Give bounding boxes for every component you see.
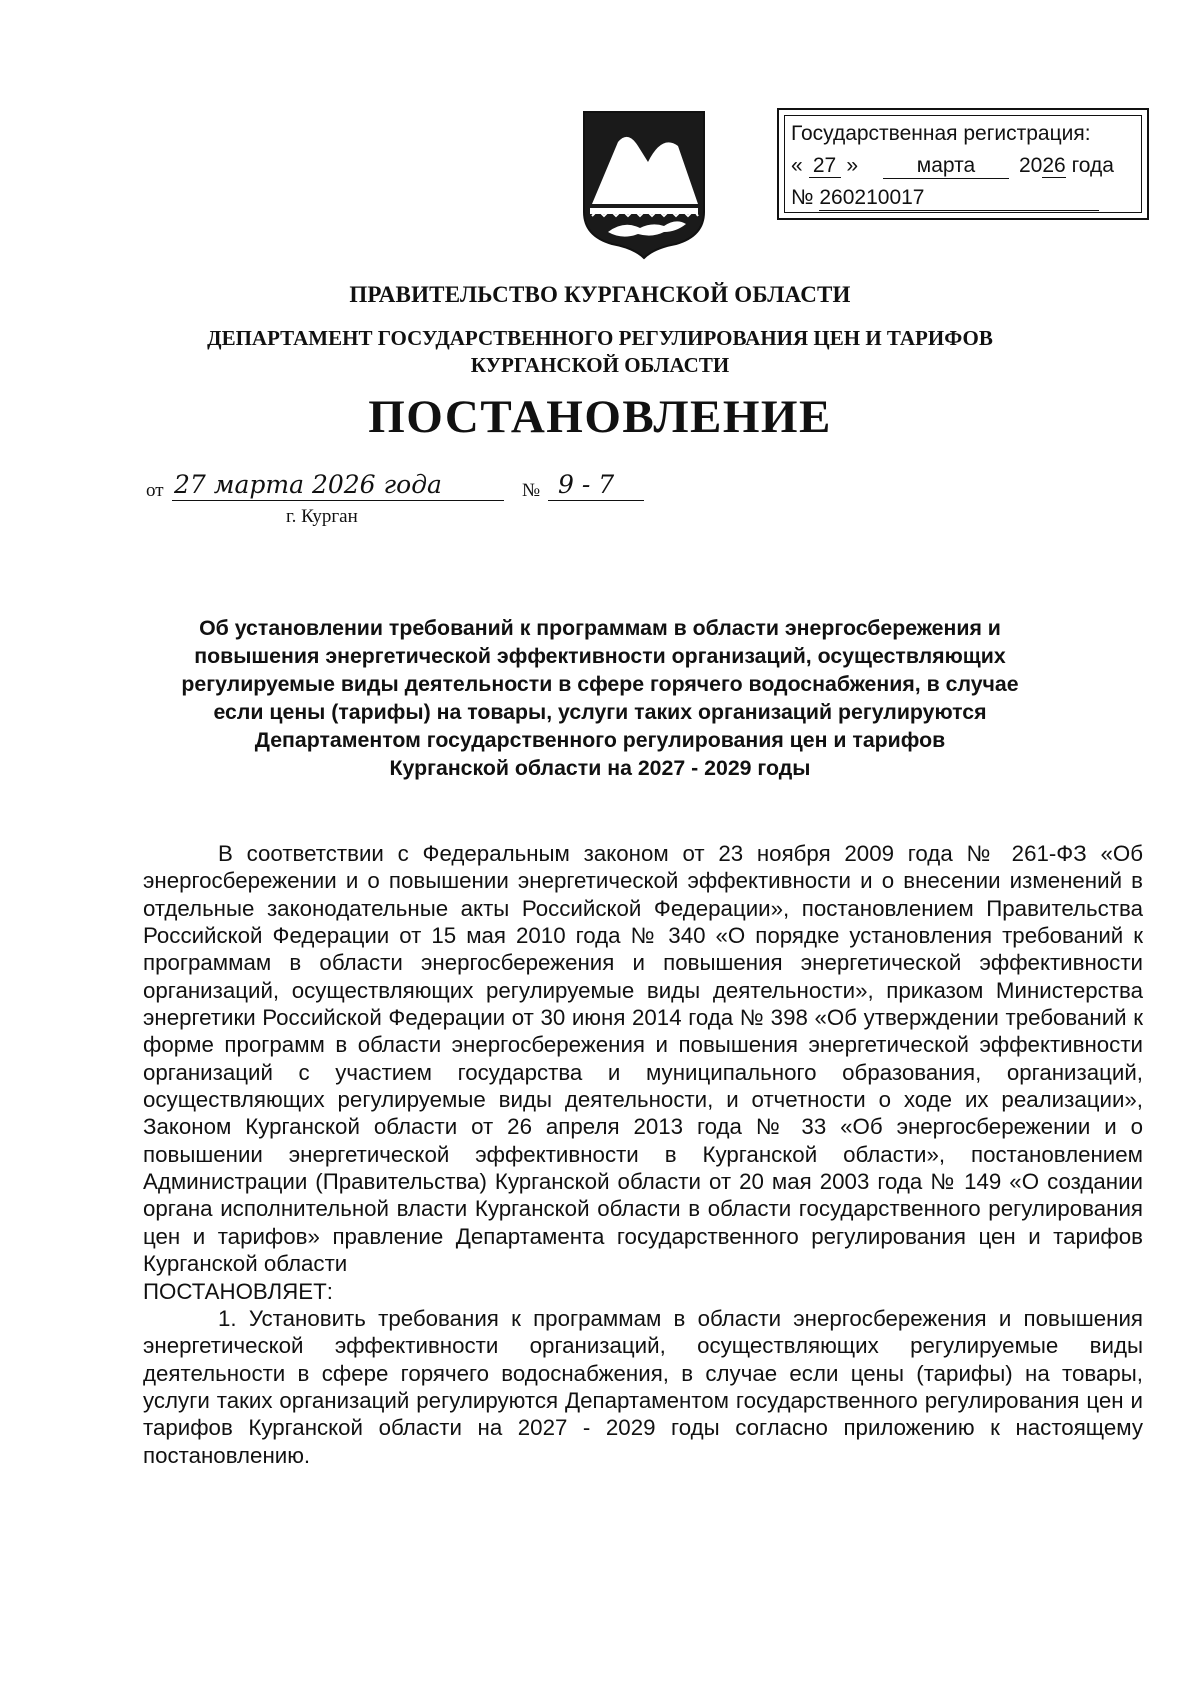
decree-word: ПОСТАНОВЛЯЕТ:	[143, 1278, 333, 1304]
date-from-label: от	[146, 480, 164, 501]
registration-number	[791, 186, 1099, 211]
registration-number-value: 260210017	[819, 186, 1099, 211]
registration-number-label: №	[791, 186, 814, 209]
department-line-1: ДЕПАРТАМЕНТ ГОСУДАРСТВЕННОГО РЕГУЛИРОВАНИЯ ЦЕН И ТАРИФОВ	[207, 326, 993, 350]
coat-of-arms-emblem	[578, 108, 710, 260]
registration-year	[1019, 154, 1114, 178]
subject-line: Департаментом государственного регулирования цен и тарифов	[254, 728, 946, 752]
registration-day-close: »	[846, 154, 859, 177]
document-body	[143, 840, 1143, 1469]
registration-heading: Государственная регистрация:	[791, 122, 1091, 145]
date-number-line	[146, 470, 646, 536]
registration-stamp	[777, 108, 1149, 220]
registration-month: марта	[883, 154, 1009, 179]
handwritten-date: 27 марта 2026 года	[172, 470, 504, 501]
handwritten-number: 9 - 7	[548, 470, 644, 501]
subject-line: если цены (тарифы) на товары, услуги таких организаций регулируются	[213, 700, 987, 724]
government-heading: ПРАВИТЕЛЬСТВО КУРГАНСКОЙ ОБЛАСТИ	[349, 282, 851, 307]
department-heading	[0, 325, 1200, 379]
subject-line: Об установлении требований к программам в области энергосбережения и	[199, 616, 1001, 640]
subject-line: повышения энергетической эффективности организаций, осуществляющих	[194, 644, 1006, 668]
document-type-title: ПОСТАНОВЛЕНИЕ	[368, 391, 832, 443]
preamble-paragraph: В соответствии с Федеральным законом от 23 ноября 2009 года № 261-ФЗ «Об энергосбережении и о повышении энергетической эффективности и о внесении изменений в отдельные законодательные акты Российской Федерации», постановлением Правительства Российской Федерации от 15 мая 2010 года № 340 «О порядке установления требований к программам в области энергосбережения и повышения энергетической эффективности организаций, осуществляющих регулируемые виды деятельности», приказом Министерства энергетики Российской Федерации от 30 июня 2014 года № 398 «Об утверждении требований к форме программ в области энергосбережения и повышения энергетической эффективности организаций с участием государства и муниципального образования, организаций, осуществляющих регулируемые виды деятельности, и отчетности о ходе их реализации», Законом Курганской области от 26 апреля 2013 года № 33 «Об энергосбережении и о повышении энергетической эффективности в Курганской области», постановлением Администрации (Правительства) Курганской области от 20 мая 2003 года № 149 «О создании органа исполнительной власти Курганской области в области государственного регулирования цен и тарифов» правление Департамента государственного регулирования цен и тарифов Курганской области	[143, 841, 1143, 1277]
document-subject	[150, 614, 1050, 782]
registration-day-value: 27	[809, 155, 841, 178]
registration-year-word: года	[1071, 154, 1114, 177]
department-line-2: КУРГАНСКОЙ ОБЛАСТИ	[470, 353, 730, 377]
subject-line: регулируемые виды деятельности в сфере горячего водоснабжения, в случае	[181, 672, 1019, 696]
city-label: г. Курган	[286, 506, 358, 527]
registration-year-suffix: 26	[1042, 154, 1066, 177]
registration-day	[791, 154, 858, 178]
number-label: №	[522, 480, 541, 501]
registration-day-open: «	[791, 154, 803, 177]
registration-year-prefix: 20	[1019, 154, 1043, 177]
item-1-paragraph: 1. Установить требования к программам в области энергосбережения и повышения энергетической эффективности организаций, осуществляющих регулируемые виды деятельности в сфере горячего водоснабжения, в случае если цены (тарифы) на товары, услуги таких организаций регулируются Департаментом государственного регулирования цен и тарифов Курганской области на 2027 - 2029 годы согласно приложению к настоящему постановлению.	[143, 1305, 1143, 1468]
subject-line: Курганской области на 2027 - 2029 годы	[389, 756, 811, 780]
